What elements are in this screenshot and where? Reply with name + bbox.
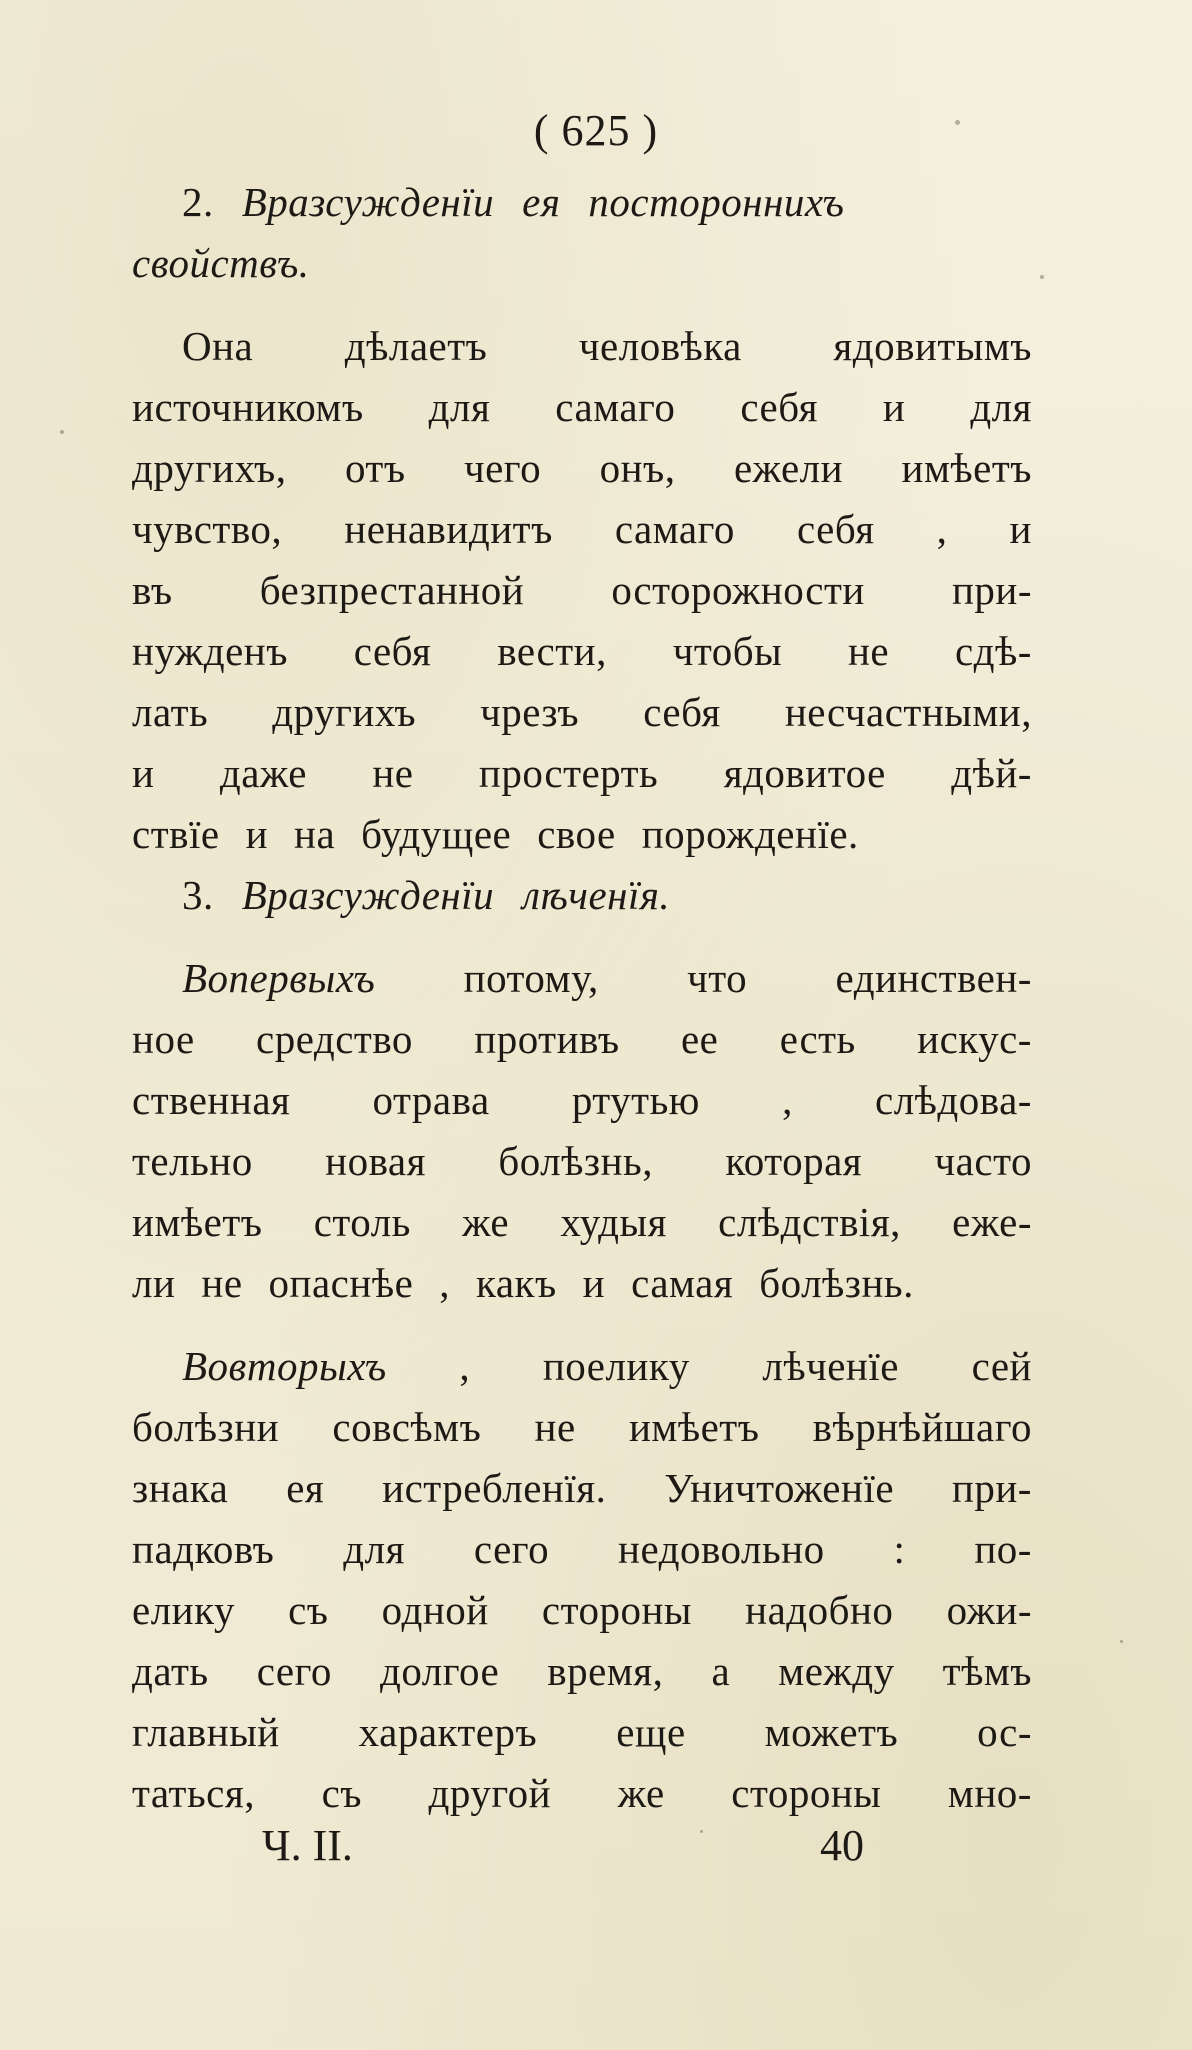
word: сдѣ- — [954, 628, 1032, 674]
word: вѣрнѣйшаго — [812, 1404, 1032, 1450]
word: лѣченїе — [762, 1343, 899, 1389]
word: можетъ — [764, 1709, 899, 1755]
text-line — [132, 954, 1032, 1015]
word: средство — [256, 1016, 413, 1062]
word: поелику — [542, 1343, 690, 1389]
word: не — [534, 1404, 576, 1450]
word: Вразсужденїи — [241, 872, 495, 918]
word: , — [782, 1077, 793, 1123]
word: ея — [522, 179, 561, 225]
word: единствен- — [835, 955, 1032, 1001]
word: постороннихъ — [588, 179, 845, 225]
section-heading-line — [132, 871, 1032, 932]
paper-speck — [1040, 275, 1044, 279]
word: характеръ — [358, 1709, 538, 1755]
word: онъ, — [599, 445, 676, 491]
text-line — [132, 1015, 1032, 1076]
text-line — [132, 688, 1032, 749]
word: лѣченїя. — [522, 872, 671, 918]
text-line — [132, 444, 1032, 505]
word: чувство, — [132, 506, 283, 552]
word: будущее — [361, 811, 512, 857]
word: человѣка — [578, 323, 742, 369]
signature-mark: Ч. II. — [262, 1821, 353, 1870]
word: себя — [740, 384, 818, 430]
text-line — [132, 322, 1032, 383]
text-line — [132, 1586, 1032, 1647]
text-line — [132, 1708, 1032, 1769]
text-line — [132, 1403, 1032, 1464]
word: которая — [725, 1138, 863, 1184]
word: сего — [256, 1648, 332, 1694]
word: противъ — [474, 1016, 620, 1062]
text-line — [132, 1464, 1032, 1525]
paragraph-gap — [132, 932, 1032, 954]
word: новая — [325, 1138, 426, 1184]
word: слѣдова- — [875, 1077, 1032, 1123]
word: главный — [132, 1709, 280, 1755]
word: для — [428, 384, 491, 430]
word: же — [462, 1199, 510, 1245]
paper-speck — [1120, 1640, 1123, 1643]
word: истребленїя. — [382, 1465, 607, 1511]
word: чего — [463, 445, 542, 491]
word: для — [970, 384, 1032, 430]
word: недовольно — [618, 1526, 825, 1572]
word: въ — [132, 567, 173, 613]
text-line — [132, 566, 1032, 627]
word: другихъ — [272, 689, 417, 735]
word: стороны — [731, 1770, 882, 1816]
word: тельно — [132, 1138, 253, 1184]
word: ожи- — [946, 1587, 1032, 1633]
word: а — [711, 1648, 731, 1694]
word: совсѣмъ — [332, 1404, 482, 1450]
word: порожденїе. — [641, 811, 859, 857]
word: ственная — [132, 1077, 291, 1123]
body-text — [132, 178, 1032, 1830]
word: сего — [473, 1526, 550, 1572]
page-footer — [0, 1820, 1192, 1880]
word: падковъ — [132, 1526, 275, 1572]
word: ядовитое — [723, 750, 886, 796]
word: простерть — [478, 750, 659, 796]
word: безпрестанной — [259, 567, 525, 613]
word: съ — [288, 1587, 329, 1633]
word: тѣмъ — [942, 1648, 1032, 1694]
text-line — [132, 749, 1032, 810]
word: дѣй- — [951, 750, 1032, 796]
word: одной — [381, 1587, 489, 1633]
word: и — [1009, 506, 1032, 552]
word: при- — [951, 1465, 1032, 1511]
word: при- — [951, 567, 1032, 613]
word: : — [893, 1526, 906, 1572]
section-number: 3. — [182, 872, 214, 918]
word: чтобы — [672, 628, 783, 674]
section-heading-line — [132, 239, 1032, 300]
word: и — [245, 811, 269, 857]
word: не — [372, 750, 414, 796]
word: осторожности — [611, 567, 865, 613]
word: таться, — [132, 1770, 255, 1816]
word: потому, — [463, 955, 599, 1001]
word: чрезъ — [480, 689, 580, 735]
word: ядовитымъ — [833, 323, 1032, 369]
word: опаснѣе — [268, 1260, 414, 1306]
word: источникомъ — [132, 384, 364, 430]
text-line — [132, 1525, 1032, 1586]
word: отъ — [344, 445, 406, 491]
word: еще — [616, 1709, 686, 1755]
word: съ — [321, 1770, 362, 1816]
word: слѣдствія, — [718, 1199, 901, 1245]
word: часто — [934, 1138, 1032, 1184]
word: Вопервыхъ — [182, 955, 376, 1001]
word: не — [847, 628, 890, 674]
word: другихъ, — [132, 445, 287, 491]
word: отрава — [372, 1077, 490, 1123]
folio-number: 40 — [820, 1821, 864, 1870]
section-heading-line — [132, 178, 1032, 239]
word: Уничтоженїе — [664, 1465, 895, 1511]
word: какъ — [476, 1260, 557, 1306]
word: же — [617, 1770, 665, 1816]
word: самая — [631, 1260, 734, 1306]
word: по- — [974, 1526, 1032, 1572]
word: ли — [132, 1260, 176, 1306]
text-line — [132, 505, 1032, 566]
word: самаго — [614, 506, 735, 552]
word: несчастными, — [784, 689, 1032, 735]
word: ос- — [977, 1709, 1032, 1755]
word: свое — [537, 811, 616, 857]
word: самаго — [555, 384, 676, 430]
word: себя — [353, 628, 432, 674]
word: не — [201, 1260, 243, 1306]
word: худыя — [560, 1199, 667, 1245]
word: долгое — [379, 1648, 500, 1694]
word: мно- — [947, 1770, 1032, 1816]
word: вести, — [497, 628, 607, 674]
paper-speck — [700, 1830, 703, 1833]
word: ствїе — [132, 811, 220, 857]
word: ея — [286, 1465, 325, 1511]
text-line — [132, 383, 1032, 444]
word: ртутью — [571, 1077, 700, 1123]
word: Вразсужденїи — [241, 179, 495, 225]
word: сей — [971, 1343, 1032, 1389]
word: и — [582, 1260, 606, 1306]
word: дѣлаетъ — [344, 323, 488, 369]
word: имѣетъ — [901, 445, 1032, 491]
word: знака — [132, 1465, 229, 1511]
word: болѣзнь. — [759, 1260, 914, 1306]
word: свойствъ. — [132, 240, 310, 286]
word: столь — [313, 1199, 411, 1245]
paper-speck — [60, 430, 64, 434]
word: имѣетъ — [628, 1404, 760, 1450]
word: на — [294, 811, 336, 857]
text-line — [132, 1259, 1032, 1320]
word: ежели — [733, 445, 844, 491]
word: искус- — [917, 1016, 1032, 1062]
word: имѣетъ — [132, 1199, 263, 1245]
paragraph-gap — [132, 1320, 1032, 1342]
word: , — [459, 1343, 471, 1389]
word: ненавидитъ — [344, 506, 553, 552]
word: себя — [643, 689, 721, 735]
word: надобно — [745, 1587, 894, 1633]
word: елику — [132, 1587, 235, 1633]
word: что — [687, 955, 748, 1001]
section-number: 2. — [182, 179, 214, 225]
word: дать — [132, 1648, 209, 1694]
word: ее — [680, 1016, 719, 1062]
word: для — [343, 1526, 405, 1572]
word: между — [778, 1648, 895, 1694]
word: другой — [428, 1770, 552, 1816]
word: Она — [182, 323, 254, 369]
text-line — [132, 627, 1032, 688]
word: , — [936, 506, 948, 552]
word: еже- — [952, 1199, 1032, 1245]
text-line — [132, 1342, 1032, 1403]
word: лать — [132, 689, 209, 735]
word: нужденъ — [132, 628, 288, 674]
text-line — [132, 1198, 1032, 1259]
word: болѣзни — [132, 1404, 280, 1450]
paragraph-gap — [132, 300, 1032, 322]
word: даже — [219, 750, 307, 796]
paper-speck — [955, 120, 960, 125]
text-line — [132, 1137, 1032, 1198]
text-line — [132, 1647, 1032, 1708]
word: и — [882, 384, 906, 430]
text-line — [132, 810, 1032, 871]
word: ное — [132, 1016, 195, 1062]
word: болѣзнь, — [498, 1138, 653, 1184]
word: , — [439, 1260, 451, 1306]
text-line — [132, 1076, 1032, 1137]
word: Вовторыхъ — [182, 1343, 387, 1389]
word: стороны — [541, 1587, 692, 1633]
page-number: ( 625 ) — [533, 106, 659, 155]
word: себя — [796, 506, 875, 552]
word: и — [132, 750, 155, 796]
word: время, — [547, 1648, 664, 1694]
word: есть — [779, 1016, 856, 1062]
